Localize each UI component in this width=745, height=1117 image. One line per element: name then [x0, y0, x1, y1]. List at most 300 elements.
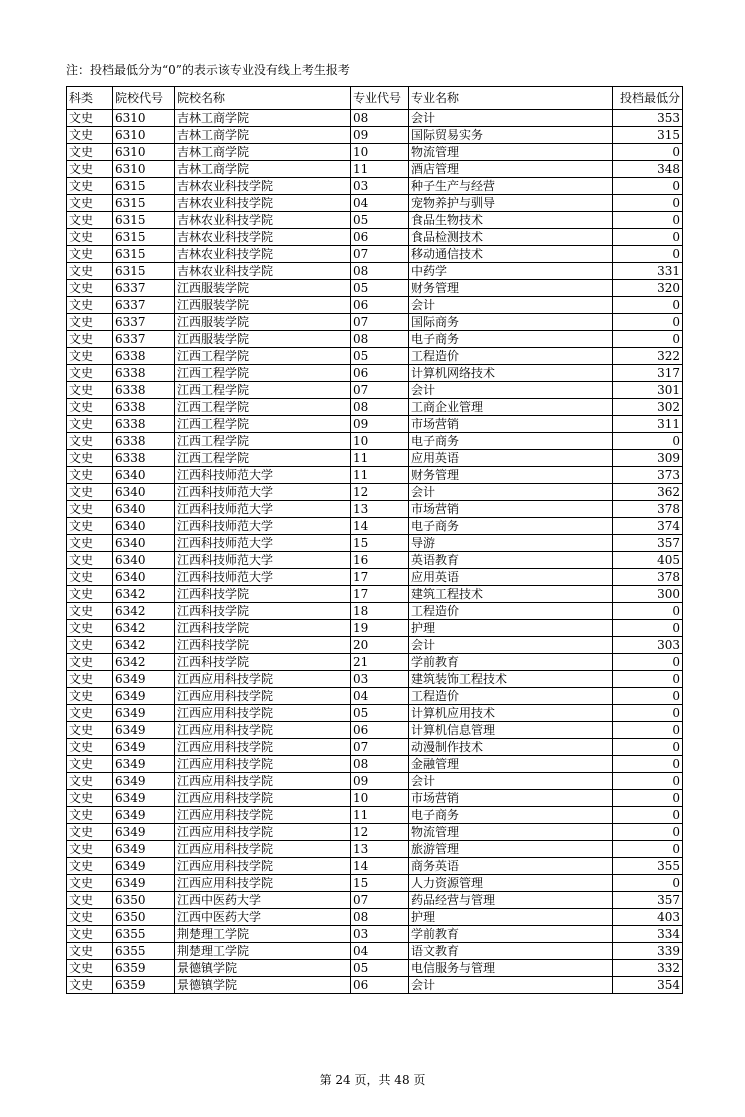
cell-category: 文史 — [67, 382, 113, 399]
cell-major-name: 财务管理 — [409, 280, 613, 297]
cell-school-code: 6355 — [113, 926, 175, 943]
cell-school-code: 6349 — [113, 756, 175, 773]
cell-school-code: 6349 — [113, 705, 175, 722]
cell-category: 文史 — [67, 331, 113, 348]
cell-major-name: 电子商务 — [409, 433, 613, 450]
cell-min-score: 0 — [613, 297, 683, 314]
cell-major-code: 05 — [351, 705, 409, 722]
cell-school-code: 6359 — [113, 977, 175, 994]
cell-category: 文史 — [67, 790, 113, 807]
cell-major-code: 06 — [351, 977, 409, 994]
table-row — [67, 450, 683, 467]
cell-major-code: 03 — [351, 926, 409, 943]
cell-major-name: 宠物养护与驯导 — [409, 195, 613, 212]
table-row — [67, 518, 683, 535]
cell-school-name: 景德镇学院 — [175, 977, 351, 994]
cell-major-code: 11 — [351, 467, 409, 484]
table-row — [67, 399, 683, 416]
cell-min-score: 354 — [613, 977, 683, 994]
cell-min-score: 315 — [613, 127, 683, 144]
cell-school-name: 吉林农业科技学院 — [175, 195, 351, 212]
cell-school-name: 江西科技师范大学 — [175, 467, 351, 484]
table-row — [67, 773, 683, 790]
cell-min-score: 0 — [613, 705, 683, 722]
cell-major-name: 学前教育 — [409, 926, 613, 943]
table-row — [67, 705, 683, 722]
cell-major-code: 07 — [351, 382, 409, 399]
cell-min-score: 403 — [613, 909, 683, 926]
table-row — [67, 484, 683, 501]
cell-school-name: 江西应用科技学院 — [175, 858, 351, 875]
cell-major-code: 05 — [351, 348, 409, 365]
cell-school-code: 6338 — [113, 450, 175, 467]
cell-major-code: 07 — [351, 892, 409, 909]
cell-major-name: 商务英语 — [409, 858, 613, 875]
page-note: 注：投档最低分为“0”的表示该专业没有线上考生报考 — [66, 63, 350, 77]
cell-category: 文史 — [67, 365, 113, 382]
cell-min-score: 378 — [613, 569, 683, 586]
cell-min-score: 317 — [613, 365, 683, 382]
cell-major-code: 08 — [351, 331, 409, 348]
cell-major-code: 16 — [351, 552, 409, 569]
cell-school-code: 6349 — [113, 790, 175, 807]
cell-school-name: 吉林农业科技学院 — [175, 229, 351, 246]
cell-min-score: 0 — [613, 603, 683, 620]
cell-major-name: 财务管理 — [409, 467, 613, 484]
cell-school-code: 6340 — [113, 552, 175, 569]
cell-category: 文史 — [67, 705, 113, 722]
cell-school-name: 江西科技师范大学 — [175, 552, 351, 569]
cell-major-name: 英语教育 — [409, 552, 613, 569]
cell-category: 文史 — [67, 943, 113, 960]
cell-major-name: 人力资源管理 — [409, 875, 613, 892]
cell-category: 文史 — [67, 450, 113, 467]
cell-major-name: 会计 — [409, 773, 613, 790]
cell-school-code: 6337 — [113, 280, 175, 297]
cell-school-name: 吉林工商学院 — [175, 127, 351, 144]
cell-min-score: 334 — [613, 926, 683, 943]
cell-min-score: 0 — [613, 178, 683, 195]
cell-category: 文史 — [67, 722, 113, 739]
cell-major-code: 17 — [351, 586, 409, 603]
cell-school-name: 荆楚理工学院 — [175, 943, 351, 960]
cell-category: 文史 — [67, 416, 113, 433]
table-row — [67, 943, 683, 960]
cell-min-score: 374 — [613, 518, 683, 535]
cell-major-name: 建筑装饰工程技术 — [409, 671, 613, 688]
cell-major-name: 会计 — [409, 382, 613, 399]
cell-major-code: 05 — [351, 212, 409, 229]
cell-min-score: 331 — [613, 263, 683, 280]
cell-min-score: 0 — [613, 433, 683, 450]
cell-min-score: 339 — [613, 943, 683, 960]
cell-major-name: 会计 — [409, 977, 613, 994]
cell-min-score: 302 — [613, 399, 683, 416]
cell-category: 文史 — [67, 807, 113, 824]
cell-major-name: 电信服务与管理 — [409, 960, 613, 977]
cell-school-code: 6355 — [113, 943, 175, 960]
cell-category: 文史 — [67, 280, 113, 297]
cell-major-name: 金融管理 — [409, 756, 613, 773]
page-footer: 第 24 页，共 48 页 — [319, 1073, 426, 1087]
cell-school-name: 江西应用科技学院 — [175, 722, 351, 739]
cell-category: 文史 — [67, 909, 113, 926]
table-row — [67, 314, 683, 331]
cell-min-score: 332 — [613, 960, 683, 977]
cell-category: 文史 — [67, 535, 113, 552]
cell-category: 文史 — [67, 926, 113, 943]
cell-major-code: 12 — [351, 824, 409, 841]
cell-school-code: 6338 — [113, 433, 175, 450]
cell-category: 文史 — [67, 654, 113, 671]
cell-school-name: 江西应用科技学院 — [175, 875, 351, 892]
cell-category: 文史 — [67, 773, 113, 790]
table-row — [67, 824, 683, 841]
cell-school-name: 江西应用科技学院 — [175, 671, 351, 688]
table-row — [67, 348, 683, 365]
cell-major-code: 03 — [351, 178, 409, 195]
cell-major-code: 08 — [351, 909, 409, 926]
table-row — [67, 365, 683, 382]
cell-major-code: 11 — [351, 161, 409, 178]
table-row — [67, 739, 683, 756]
cell-school-name: 江西应用科技学院 — [175, 756, 351, 773]
table-row — [67, 161, 683, 178]
cell-major-code: 09 — [351, 127, 409, 144]
cell-min-score: 0 — [613, 841, 683, 858]
cell-major-code: 08 — [351, 110, 409, 127]
table-row — [67, 875, 683, 892]
cell-major-code: 08 — [351, 399, 409, 416]
cell-major-name: 物流管理 — [409, 144, 613, 161]
cell-school-name: 江西工程学院 — [175, 450, 351, 467]
cell-category: 文史 — [67, 671, 113, 688]
cell-min-score: 0 — [613, 654, 683, 671]
cell-major-name: 语文教育 — [409, 943, 613, 960]
cell-major-name: 市场营销 — [409, 501, 613, 518]
cell-school-code: 6342 — [113, 603, 175, 620]
cell-major-name: 电子商务 — [409, 518, 613, 535]
cell-min-score: 0 — [613, 620, 683, 637]
cell-school-name: 江西服装学院 — [175, 297, 351, 314]
cell-category: 文史 — [67, 314, 113, 331]
cell-school-name: 江西科技学院 — [175, 654, 351, 671]
cell-major-code: 09 — [351, 773, 409, 790]
cell-category: 文史 — [67, 875, 113, 892]
cell-school-name: 吉林农业科技学院 — [175, 212, 351, 229]
cell-major-name: 计算机网络技术 — [409, 365, 613, 382]
cell-school-name: 江西应用科技学院 — [175, 773, 351, 790]
cell-school-code: 6340 — [113, 518, 175, 535]
cell-school-code: 6315 — [113, 178, 175, 195]
table-row — [67, 960, 683, 977]
cell-school-code: 6349 — [113, 875, 175, 892]
cell-school-name: 吉林农业科技学院 — [175, 246, 351, 263]
cell-min-score: 0 — [613, 229, 683, 246]
cell-school-code: 6349 — [113, 807, 175, 824]
cell-major-name: 中药学 — [409, 263, 613, 280]
cell-category: 文史 — [67, 348, 113, 365]
cell-school-code: 6349 — [113, 841, 175, 858]
table-row — [67, 280, 683, 297]
table-header-row — [67, 87, 683, 110]
table-row — [67, 909, 683, 926]
cell-school-name: 江西应用科技学院 — [175, 790, 351, 807]
cell-major-code: 03 — [351, 671, 409, 688]
cell-category: 文史 — [67, 144, 113, 161]
cell-major-code: 13 — [351, 501, 409, 518]
cell-major-name: 会计 — [409, 297, 613, 314]
cell-major-name: 酒店管理 — [409, 161, 613, 178]
cell-major-code: 06 — [351, 365, 409, 382]
cell-school-name: 江西科技学院 — [175, 637, 351, 654]
table-row — [67, 586, 683, 603]
cell-category: 文史 — [67, 739, 113, 756]
cell-school-code: 6338 — [113, 348, 175, 365]
cell-school-name: 江西应用科技学院 — [175, 841, 351, 858]
table-row — [67, 501, 683, 518]
cell-school-code: 6340 — [113, 484, 175, 501]
table-row — [67, 858, 683, 875]
cell-category: 文史 — [67, 518, 113, 535]
cell-school-name: 江西工程学院 — [175, 348, 351, 365]
cell-min-score: 0 — [613, 688, 683, 705]
cell-category: 文史 — [67, 756, 113, 773]
cell-school-code: 6342 — [113, 637, 175, 654]
cell-major-code: 20 — [351, 637, 409, 654]
cell-major-name: 国际商务 — [409, 314, 613, 331]
cell-major-name: 旅游管理 — [409, 841, 613, 858]
cell-school-name: 江西科技师范大学 — [175, 518, 351, 535]
cell-min-score: 0 — [613, 212, 683, 229]
cell-school-code: 6338 — [113, 399, 175, 416]
cell-major-name: 应用英语 — [409, 450, 613, 467]
table-row — [67, 144, 683, 161]
cell-school-name: 江西科技学院 — [175, 620, 351, 637]
cell-major-code: 04 — [351, 195, 409, 212]
cell-school-code: 6310 — [113, 144, 175, 161]
cell-major-name: 食品检测技术 — [409, 229, 613, 246]
cell-category: 文史 — [67, 195, 113, 212]
cell-min-score: 311 — [613, 416, 683, 433]
cell-major-code: 08 — [351, 756, 409, 773]
cell-school-code: 6340 — [113, 501, 175, 518]
header-category: 科类 — [67, 87, 113, 110]
table-body — [67, 110, 683, 994]
cell-major-name: 国际贸易实务 — [409, 127, 613, 144]
cell-school-name: 江西应用科技学院 — [175, 739, 351, 756]
table-row — [67, 688, 683, 705]
cell-major-code: 06 — [351, 229, 409, 246]
cell-category: 文史 — [67, 484, 113, 501]
header-school-code: 院校代号 — [113, 87, 175, 110]
cell-major-code: 15 — [351, 875, 409, 892]
cell-min-score: 355 — [613, 858, 683, 875]
cell-category: 文史 — [67, 178, 113, 195]
cell-school-name: 江西科技学院 — [175, 586, 351, 603]
cell-major-code: 08 — [351, 263, 409, 280]
table-row — [67, 620, 683, 637]
cell-category: 文史 — [67, 841, 113, 858]
cell-min-score: 0 — [613, 875, 683, 892]
table-row — [67, 790, 683, 807]
cell-school-name: 江西中医药大学 — [175, 892, 351, 909]
cell-min-score: 0 — [613, 739, 683, 756]
table-row — [67, 637, 683, 654]
cell-category: 文史 — [67, 688, 113, 705]
cell-category: 文史 — [67, 501, 113, 518]
cell-school-code: 6349 — [113, 773, 175, 790]
table-row — [67, 212, 683, 229]
cell-school-code: 6310 — [113, 110, 175, 127]
cell-school-code: 6349 — [113, 739, 175, 756]
admission-score-table — [66, 86, 683, 994]
cell-school-name: 江西应用科技学院 — [175, 688, 351, 705]
cell-school-code: 6337 — [113, 297, 175, 314]
cell-school-name: 吉林农业科技学院 — [175, 178, 351, 195]
cell-min-score: 362 — [613, 484, 683, 501]
cell-school-code: 6338 — [113, 365, 175, 382]
cell-major-name: 计算机信息管理 — [409, 722, 613, 739]
header-major-name: 专业名称 — [409, 87, 613, 110]
cell-category: 文史 — [67, 212, 113, 229]
cell-school-name: 吉林农业科技学院 — [175, 263, 351, 280]
cell-major-code: 21 — [351, 654, 409, 671]
cell-major-code: 11 — [351, 450, 409, 467]
cell-school-name: 吉林工商学院 — [175, 161, 351, 178]
cell-school-name: 景德镇学院 — [175, 960, 351, 977]
cell-school-name: 江西科技师范大学 — [175, 569, 351, 586]
cell-school-code: 6350 — [113, 909, 175, 926]
table-row — [67, 229, 683, 246]
cell-min-score: 0 — [613, 773, 683, 790]
cell-major-name: 物流管理 — [409, 824, 613, 841]
table-row — [67, 892, 683, 909]
cell-major-name: 工商企业管理 — [409, 399, 613, 416]
cell-major-code: 10 — [351, 144, 409, 161]
cell-category: 文史 — [67, 892, 113, 909]
cell-school-code: 6349 — [113, 671, 175, 688]
table-row — [67, 841, 683, 858]
cell-major-code: 19 — [351, 620, 409, 637]
cell-major-name: 计算机应用技术 — [409, 705, 613, 722]
cell-category: 文史 — [67, 297, 113, 314]
cell-major-name: 食品生物技术 — [409, 212, 613, 229]
cell-min-score: 0 — [613, 790, 683, 807]
cell-category: 文史 — [67, 569, 113, 586]
table-row — [67, 807, 683, 824]
cell-min-score: 0 — [613, 756, 683, 773]
cell-major-name: 市场营销 — [409, 416, 613, 433]
cell-major-name: 护理 — [409, 909, 613, 926]
cell-min-score: 300 — [613, 586, 683, 603]
table-row — [67, 603, 683, 620]
cell-min-score: 348 — [613, 161, 683, 178]
table-row — [67, 756, 683, 773]
table-row — [67, 926, 683, 943]
table-row — [67, 110, 683, 127]
cell-category: 文史 — [67, 246, 113, 263]
cell-major-code: 06 — [351, 297, 409, 314]
cell-school-name: 荆楚理工学院 — [175, 926, 351, 943]
cell-major-name: 建筑工程技术 — [409, 586, 613, 603]
cell-school-name: 江西应用科技学院 — [175, 807, 351, 824]
cell-major-name: 市场营销 — [409, 790, 613, 807]
cell-major-code: 17 — [351, 569, 409, 586]
table-row — [67, 195, 683, 212]
table-row — [67, 246, 683, 263]
cell-min-score: 0 — [613, 144, 683, 161]
cell-major-code: 07 — [351, 246, 409, 263]
cell-category: 文史 — [67, 110, 113, 127]
cell-major-code: 18 — [351, 603, 409, 620]
cell-school-name: 江西工程学院 — [175, 365, 351, 382]
cell-school-code: 6342 — [113, 654, 175, 671]
cell-major-name: 电子商务 — [409, 331, 613, 348]
cell-category: 文史 — [67, 552, 113, 569]
cell-major-name: 学前教育 — [409, 654, 613, 671]
cell-school-name: 江西工程学院 — [175, 399, 351, 416]
cell-major-code: 07 — [351, 739, 409, 756]
cell-category: 文史 — [67, 229, 113, 246]
cell-school-code: 6338 — [113, 382, 175, 399]
cell-major-code: 12 — [351, 484, 409, 501]
table-row — [67, 127, 683, 144]
cell-school-code: 6359 — [113, 960, 175, 977]
cell-min-score: 357 — [613, 535, 683, 552]
cell-school-code: 6337 — [113, 314, 175, 331]
cell-category: 文史 — [67, 263, 113, 280]
cell-school-code: 6349 — [113, 722, 175, 739]
cell-min-score: 309 — [613, 450, 683, 467]
cell-category: 文史 — [67, 127, 113, 144]
cell-min-score: 0 — [613, 824, 683, 841]
cell-major-name: 移动通信技术 — [409, 246, 613, 263]
cell-school-name: 江西服装学院 — [175, 331, 351, 348]
cell-major-name: 种子生产与经营 — [409, 178, 613, 195]
table-row — [67, 671, 683, 688]
cell-category: 文史 — [67, 433, 113, 450]
cell-category: 文史 — [67, 637, 113, 654]
cell-school-code: 6350 — [113, 892, 175, 909]
cell-major-code: 15 — [351, 535, 409, 552]
cell-category: 文史 — [67, 977, 113, 994]
cell-school-name: 吉林工商学院 — [175, 144, 351, 161]
cell-major-code: 05 — [351, 280, 409, 297]
cell-min-score: 0 — [613, 807, 683, 824]
cell-major-code: 05 — [351, 960, 409, 977]
cell-school-name: 江西科技学院 — [175, 603, 351, 620]
table-row — [67, 654, 683, 671]
cell-school-name: 江西应用科技学院 — [175, 824, 351, 841]
table-row — [67, 178, 683, 195]
cell-school-code: 6342 — [113, 620, 175, 637]
cell-min-score: 373 — [613, 467, 683, 484]
cell-major-code: 04 — [351, 688, 409, 705]
cell-category: 文史 — [67, 858, 113, 875]
cell-category: 文史 — [67, 620, 113, 637]
cell-category: 文史 — [67, 960, 113, 977]
cell-min-score: 301 — [613, 382, 683, 399]
cell-category: 文史 — [67, 586, 113, 603]
cell-major-name: 动漫制作技术 — [409, 739, 613, 756]
cell-category: 文史 — [67, 824, 113, 841]
cell-school-name: 江西服装学院 — [175, 280, 351, 297]
table-row — [67, 382, 683, 399]
table-row — [67, 433, 683, 450]
table-row — [67, 977, 683, 994]
cell-school-code: 6349 — [113, 688, 175, 705]
